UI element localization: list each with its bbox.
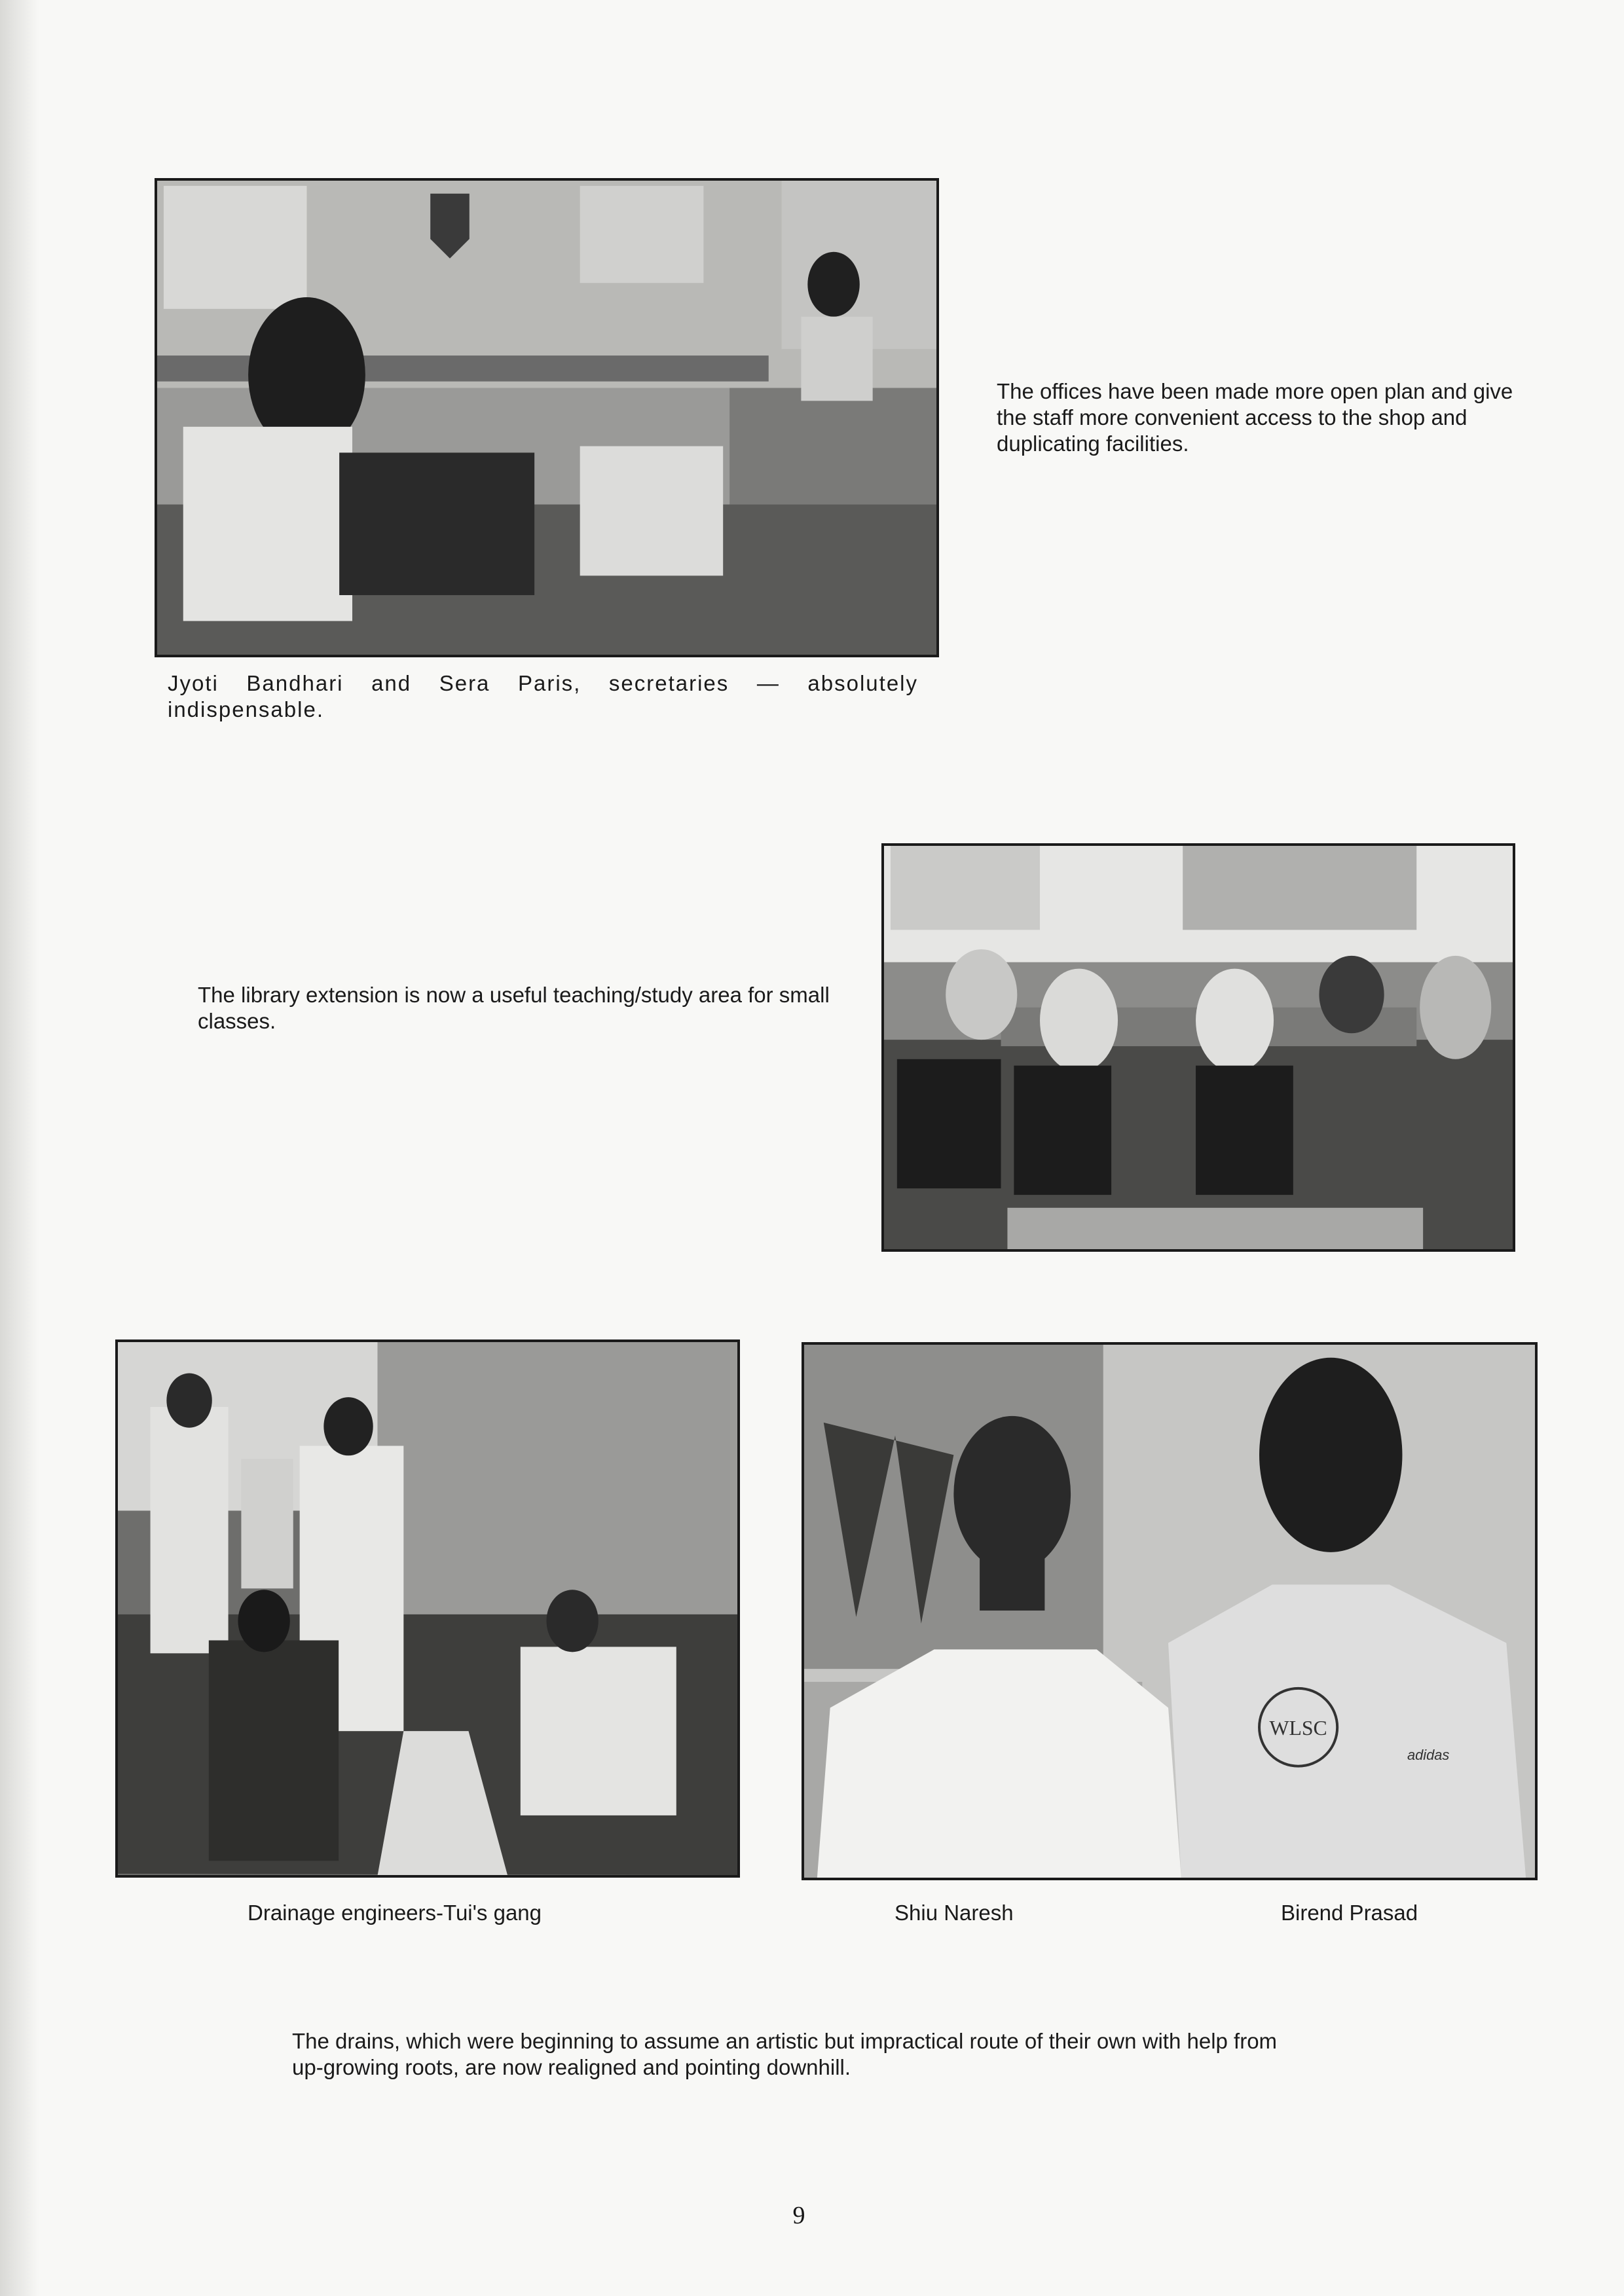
caption-shiu-naresh: Shiu Naresh (895, 1901, 1014, 1925)
photo-portrait-pair (802, 1342, 1538, 1880)
shirt-brand-text: adidas (1407, 1746, 1450, 1763)
photo-library-class (881, 843, 1515, 1252)
caption-library: The library extension is now a useful teaching/study area for small classes. (198, 983, 830, 1033)
caption-drains: The drains, which were beginning to assume an artistic but impractical route of their own with help from up-growing roots, are now realigned and pointing downhill. (292, 2029, 1278, 2079)
page-binding-shadow (0, 0, 39, 2296)
caption-offices: The offices have been made more open plan and give the staff more convenient access to the shop and duplicating facilities. (997, 379, 1513, 456)
shirt-logo-text: WLSC (1269, 1717, 1327, 1740)
photo-drainage-gang (115, 1339, 740, 1878)
caption-birend-prasad: Birend Prasad (1281, 1901, 1418, 1925)
page-number: 9 (792, 2202, 805, 2229)
caption-drainage: Drainage engineers-Tui's gang (248, 1901, 542, 1925)
caption-secretaries: Jyoti Bandhari and Sera Paris, secretaries — absolutely indispensable. (168, 671, 918, 721)
photo-secretaries-office (155, 178, 939, 657)
